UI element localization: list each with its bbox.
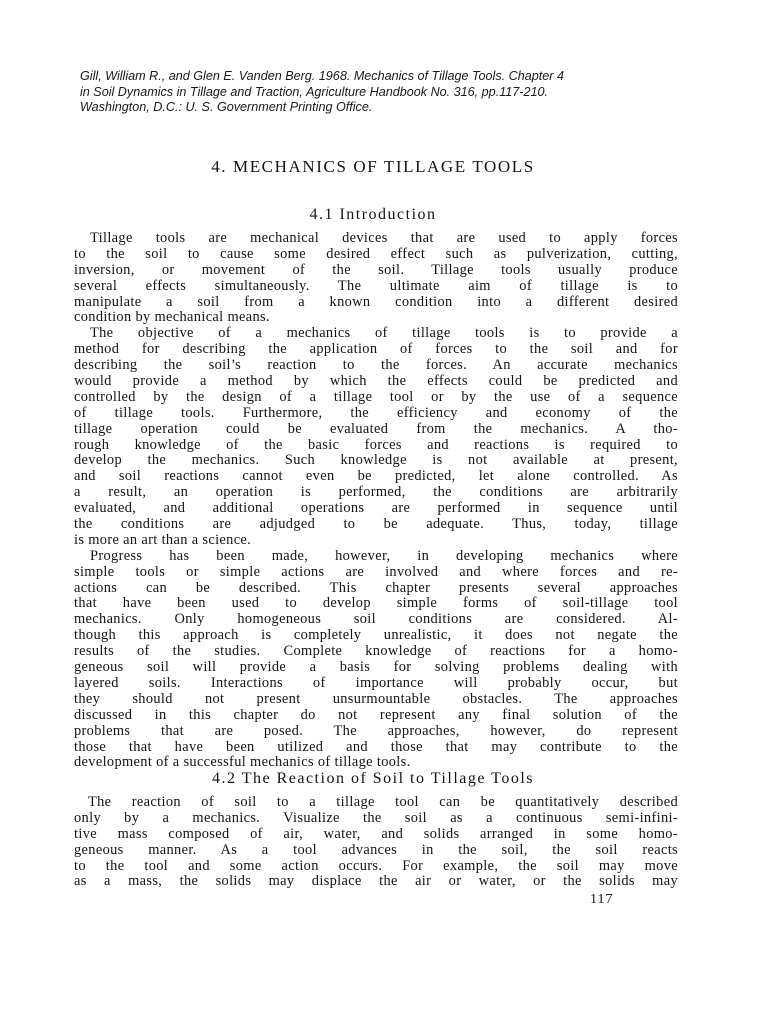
- text-line: to the soil to cause some desired effect such as pulverization, cutting,: [74, 245, 678, 262]
- text-line: as a mass, the solids may displace the air or water, or the solids may: [74, 873, 678, 890]
- text-line: discussed in this chapter do not represent any final solution of the: [74, 706, 678, 723]
- text-line: those that have been utilized and those that may contribute to the: [74, 738, 678, 755]
- text-line: problems that are posed. The approaches, however, do represent: [74, 722, 678, 739]
- text-line: and soil reactions cannot even be predicted, let alone controlled. As: [74, 468, 678, 485]
- citation-line: Washington, D.C.: U. S. Government Printing Office.: [80, 100, 373, 114]
- text-line: Tillage tools are mechanical devices that are used to apply forces: [90, 230, 678, 246]
- text-line: several effects simultaneously. The ultimate aim of tillage is to: [74, 277, 678, 294]
- text-line: geneous soil will provide a basis for solving problems dealing with: [74, 659, 678, 676]
- text-line: inversion, or movement of the soil. Tillage tools usually produce: [74, 261, 678, 278]
- citation-block: [80, 69, 700, 116]
- text-line: tive mass composed of air, water, and solids arranged in some homo-: [74, 825, 678, 842]
- text-line: evaluated, and additional operations are performed in sequence until: [74, 500, 678, 517]
- text-line: The objective of a mechanics of tillage tools is to provide a: [90, 325, 678, 342]
- citation-line: Gill, William R., and Glen E. Vanden Berg. 1968. Mechanics of Tillage Tools. Chapter 4: [80, 69, 564, 83]
- text-line: geneous manner. As a tool advances in the soil, the soil reacts: [74, 841, 678, 858]
- text-line: actions can be described. This chapter presents several approaches: [74, 579, 678, 596]
- text-line: controlled by the design of a tillage tool or by the use of a sequence: [74, 388, 678, 405]
- text-line: condition by mechanical means.: [74, 309, 270, 326]
- chapter-title: 4. MECHANICS OF TILLAGE TOOLS: [211, 157, 535, 176]
- text-line: Progress has been made, however, in developing mechanics where: [90, 547, 678, 564]
- section-body-introduction: [74, 231, 678, 771]
- text-line: results of the studies. Complete knowledge of reactions for a homo-: [74, 643, 678, 660]
- text-line: method for describing the application of forces to the soil and for: [74, 341, 678, 358]
- text-line: development of a successful mechanics of tillage tools.: [74, 754, 411, 771]
- text-line: to the tool and some action occurs. For example, the soil may move: [74, 857, 678, 874]
- citation-line: in Soil Dynamics in Tillage and Traction, Agriculture Handbook No. 316, pp.117-210.: [80, 84, 548, 99]
- text-line: mechanics. Only homogeneous soil conditions are considered. Al-: [74, 611, 678, 628]
- text-line: layered soils. Interactions of importance will probably occur, but: [74, 674, 678, 691]
- text-line: only by a mechanics. Visualize the soil as a continuous semi-infini-: [74, 809, 678, 826]
- text-line: that have been used to develop simple forms of soil-tillage tool: [74, 595, 678, 612]
- text-line: though this approach is completely unrealistic, it does not negate the: [74, 627, 678, 644]
- text-line: develop the mechanics. Such knowledge is not available at present,: [74, 452, 678, 469]
- text-line: of tillage tools. Furthermore, the efficiency and economy of the: [74, 404, 678, 421]
- section-heading-reaction-of-soil: 4.2 The Reaction of Soil to Tillage Tools: [211, 770, 534, 787]
- text-line: The reaction of soil to a tillage tool can be quantitatively described: [88, 794, 678, 810]
- section-body-reaction-of-soil: [74, 795, 678, 890]
- text-line: a result, an operation is performed, the conditions are arbitrarily: [74, 484, 678, 501]
- text-line: rough knowledge of the basic forces and reactions is required to: [74, 436, 678, 453]
- text-line: tillage operation could be evaluated from the mechanics. A tho-: [74, 420, 678, 437]
- text-line: they should not present unsurmountable obstacles. The approaches: [74, 690, 678, 707]
- text-line: describing the soil’s reaction to the forces. An accurate mechanics: [74, 357, 678, 374]
- page-number: 117: [590, 892, 614, 907]
- text-line: manipulate a soil from a known condition into a different desired: [74, 293, 678, 310]
- text-line: simple tools or simple actions are involved and where forces and re-: [74, 563, 678, 580]
- section-heading-introduction: 4.1 Introduction: [309, 206, 437, 223]
- text-line: is more an art than a science.: [74, 531, 252, 548]
- text-line: the conditions are adjudged to be adequate. Thus, today, tillage: [74, 516, 678, 533]
- text-line: would provide a method by which the effects could be predicted and: [74, 373, 678, 390]
